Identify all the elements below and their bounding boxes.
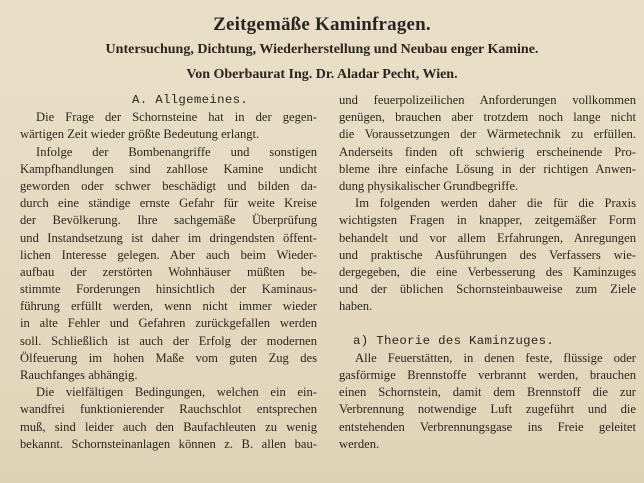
text-line: stimmte Forderungen hinsichtlich der Kaminaus-	[20, 282, 317, 297]
text-line: wärtigen Zeit wieder größte Bedeutung erlangt.	[20, 127, 260, 142]
text-line: genügen, brauchen aber trotzdem noch lange nicht	[339, 110, 636, 125]
left-column	[20, 92, 317, 453]
text-line: Anderseits finden oft schwierig erscheinende Pro-	[339, 144, 636, 159]
text-line: Rauchfanges abhängig.	[20, 368, 138, 382]
text-line: aufbau der zerstörten Wohnhäuser müßten be-	[20, 264, 317, 279]
text-line: und feuerpolizeilichen Anforderungen vollkommen	[339, 93, 636, 107]
text-line: einen Schornstein, damit dem Brennstoff die zur	[339, 385, 636, 400]
text-line: Kampfhandlungen sind zahllose Kamine undicht	[20, 161, 317, 176]
text-line: Die vielfältigen Bedingungen, welchen ein ein-	[36, 385, 317, 400]
text-line: und praktische Ausführungen des Verfassers wie-	[339, 247, 636, 262]
paragraph-spacer	[339, 315, 636, 332]
text-line: bleme ihre einfache Lösung in der richtigen Anwen-	[339, 161, 636, 176]
text-line: dung physikalischer Grundbegriffe.	[339, 178, 519, 193]
text-line: Ölfeuerung im hohen Maße vom guten Zug des	[20, 350, 317, 365]
text-line: bekannt. Schornsteinanlagen können z. B. allen bau-	[20, 436, 317, 451]
right-column	[339, 92, 636, 453]
text-line: die Voraussetzungen der Wärmetechnik zu erfüllen.	[339, 127, 636, 142]
text-line: haben.	[339, 299, 373, 314]
text-line: lichen Interesse gelegen. Aber auch beim Wieder-	[20, 247, 317, 262]
text-line: soll. Schließlich ist auch der Erfolg der modernen	[20, 333, 317, 348]
article-subtitle: Untersuchung, Dichtung, Wiederherstellung und Neubau enger Kamine.	[105, 42, 539, 57]
text-line: Die Frage der Schornsteine hat in der gegen-	[36, 110, 317, 125]
text-line: Verbrennung notwendige Luft zugeführt und die	[339, 402, 636, 417]
section-heading-theorie: a) Theorie des Kaminzuges.	[353, 333, 555, 348]
text-line: dergegeben, die eine Verbesserung des Kaminzuges	[339, 264, 636, 279]
text-line: und der üblichen Schornsteinbauweise zum Ziele	[339, 282, 636, 297]
text-line: durch eine ständige ernste Gefahr für weite Kreise	[20, 196, 317, 211]
text-line: und Instandsetzung ist daher im dringendsten öffent-	[20, 230, 317, 245]
section-heading-allgemeines: A. Allgemeines.	[132, 93, 249, 107]
text-line: der Bevölkerung. Ihre sachgemäße Überprüfung	[20, 213, 317, 228]
text-line: wichtigsten Fragen in knapper, zeitgemäßer Form	[339, 213, 636, 228]
text-line: werden.	[339, 436, 380, 451]
text-line: wandfrei funktionierender Rauchschlot entsprechen	[20, 402, 317, 417]
article-title: Zeitgemäße Kaminfragen.	[213, 14, 431, 35]
text-line: Alle Feuerstätten, in denen feste, flüssige oder	[355, 350, 636, 365]
text-line: Im folgenden werden daher die für die Praxis	[355, 196, 636, 211]
text-line: gasförmige Brennstoffe verbrannt werden, brauchen	[339, 368, 636, 382]
text-line: führung erfüllt werden, wenn nicht immer wieder	[20, 299, 317, 314]
text-line: in alte Fehler und Gefahren zurückgefallen werden	[20, 316, 317, 331]
text-line: behandelt und vor allem Erfahrungen, Anregungen	[339, 230, 636, 245]
text-line: muß, sind leider auch den Baufachleuten zu wenig	[20, 419, 317, 434]
article-author: Von Oberbaurat Ing. Dr. Aladar Pecht, Wien.	[186, 67, 458, 82]
text-line: geworden oder schwer beschädigt und bilden da-	[20, 178, 317, 193]
text-line: entstehenden Verbrennungsgase ins Freie geleitet	[339, 419, 636, 434]
text-line: Infolge der Bombenangriffe und sonstigen	[36, 144, 317, 159]
